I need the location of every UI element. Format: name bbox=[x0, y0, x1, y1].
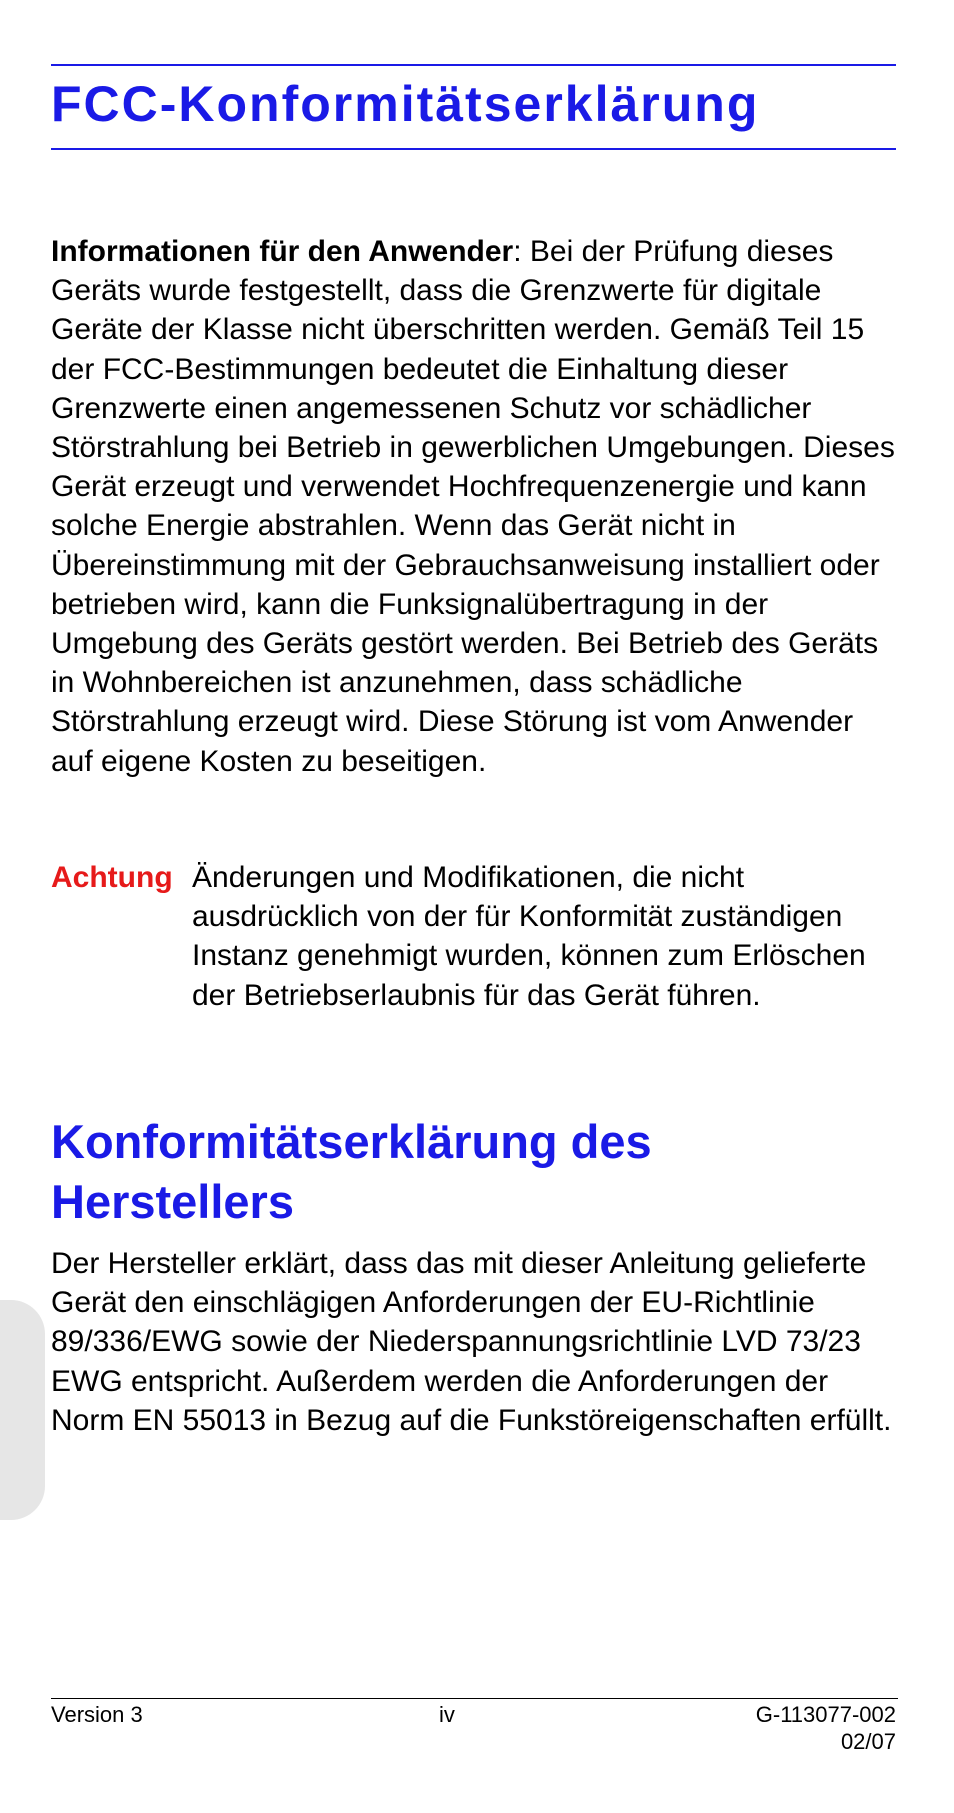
footer-date: 02/07 bbox=[840, 1729, 896, 1754]
caution-text: Änderungen und Modifikationen, die nicht ausdrücklich von der für Konformität zuständigen Instanz genehmigt wurden, können zum Erlöschen der Betriebserlaubnis für das Gerät führen. bbox=[192, 861, 866, 1012]
side-thumb-tab bbox=[0, 1300, 45, 1520]
footer-doc-number: G-113077-002 bbox=[755, 1702, 896, 1727]
footer-page-number: iv bbox=[439, 1702, 455, 1727]
user-information-lead: Informationen für den Anwender bbox=[51, 235, 514, 268]
user-information-body: : Bei der Prüfung dieses Geräts wurde festgestellt, dass die Grenzwerte für digitale Geräte der Klasse nicht überschritten werden. Gemäß Teil 15 der FCC-Bestimmungen bedeutet die Einhaltung dieser Grenzwerte einen angemessenen Schutz vor schädlicher Störstrahlung bei Betrieb in gewerblichen Umgebungen. Dieses Gerät erzeugt und verwendet Hochfrequenzenergie und kann solche Energie abstrahlen. Wenn das Gerät nicht in Übereinstimmung mit der Gebrauchsanweisung installiert oder betrieben wird, kann die Funksignalübertragung in der Umgebung des Geräts gestört werden. Bei Betrieb des Geräts in Wohnbereichen ist anzunehmen, dass schädliche Störstrahlung erzeugt wird. Diese Störung ist vom Anwender auf eigene Kosten zu beseitigen. bbox=[51, 235, 895, 778]
footer-version: Version 3 bbox=[51, 1702, 143, 1727]
user-information-paragraph bbox=[51, 232, 896, 781]
manufacturer-declaration-text: Der Hersteller erklärt, dass das mit dieser Anleitung gelieferte Gerät den einschlägigen Anforderungen der EU-Richtlinie 89/336/EWG sowie der Niederspannungsrichtlinie LVD 73/23 EWG entspricht. Außerdem werden die Anforderungen der Norm EN 55013 in Bezug auf die Funkstöreigenschaften erfüllt. bbox=[51, 1247, 892, 1437]
manufacturer-declaration-heading: Konformitätserklärung des Herstellers bbox=[51, 1115, 652, 1228]
title-block bbox=[51, 64, 896, 150]
caution-label: Achtung bbox=[51, 861, 173, 894]
page-title: FCC-Konformitätserklärung bbox=[51, 76, 760, 132]
document-page bbox=[51, 0, 896, 1813]
footer-doc-info bbox=[756, 1701, 896, 1755]
footer-divider bbox=[51, 1698, 898, 1699]
